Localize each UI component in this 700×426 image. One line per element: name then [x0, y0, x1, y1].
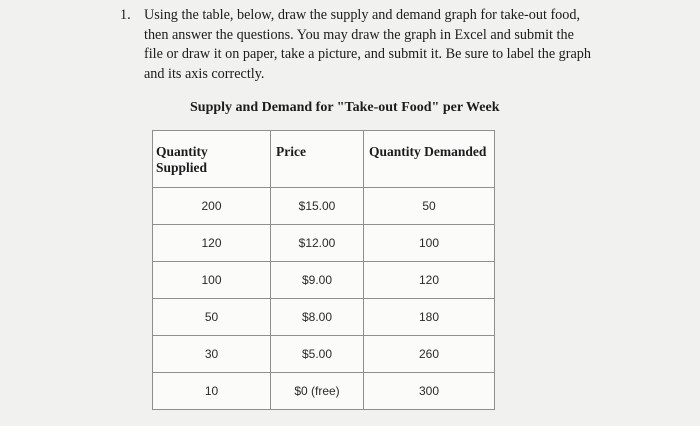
- cell-price: $9.00: [271, 262, 364, 299]
- table-caption: Supply and Demand for "Take-out Food" per Week: [190, 100, 500, 115]
- cell-price: $12.00: [271, 225, 364, 262]
- header-price: Price: [271, 131, 364, 188]
- cell-quantity-demanded: 260: [364, 336, 495, 373]
- table-row: [153, 299, 495, 336]
- cell-quantity-supplied: 200: [153, 188, 271, 225]
- cell-quantity-supplied: 50: [153, 299, 271, 336]
- cell-quantity-supplied: 120: [153, 225, 271, 262]
- cell-quantity-supplied: 10: [153, 373, 271, 410]
- supply-demand-table: [152, 130, 495, 410]
- cell-quantity-supplied: 100: [153, 262, 271, 299]
- table-row: [153, 373, 495, 410]
- question-block: [120, 6, 650, 84]
- header-quantity-demanded: Quantity Demanded: [364, 131, 495, 188]
- cell-quantity-supplied: 30: [153, 336, 271, 373]
- table-row: [153, 225, 495, 262]
- table-row: [153, 262, 495, 299]
- cell-price: $8.00: [271, 299, 364, 336]
- table-row: [153, 336, 495, 373]
- cell-price: $15.00: [271, 188, 364, 225]
- question-text: Using the table, below, draw the supply and demand graph for take-out food, then answer the questions. You may draw the graph in Excel and submit the file or draw it on paper, take a picture, and submit it. Be sure to label the graph and its axis correctly.: [144, 7, 591, 82]
- cell-quantity-demanded: 300: [364, 373, 495, 410]
- header-quantity-supplied: Quantity Supplied: [153, 131, 271, 188]
- table-row: [153, 188, 495, 225]
- cell-quantity-demanded: 50: [364, 188, 495, 225]
- question-number: 1.: [120, 7, 131, 23]
- cell-price: $5.00: [271, 336, 364, 373]
- cell-quantity-demanded: 180: [364, 299, 495, 336]
- cell-quantity-demanded: 120: [364, 262, 495, 299]
- cell-price: $0 (free): [271, 373, 364, 410]
- table-header-row: [153, 131, 495, 188]
- cell-quantity-demanded: 100: [364, 225, 495, 262]
